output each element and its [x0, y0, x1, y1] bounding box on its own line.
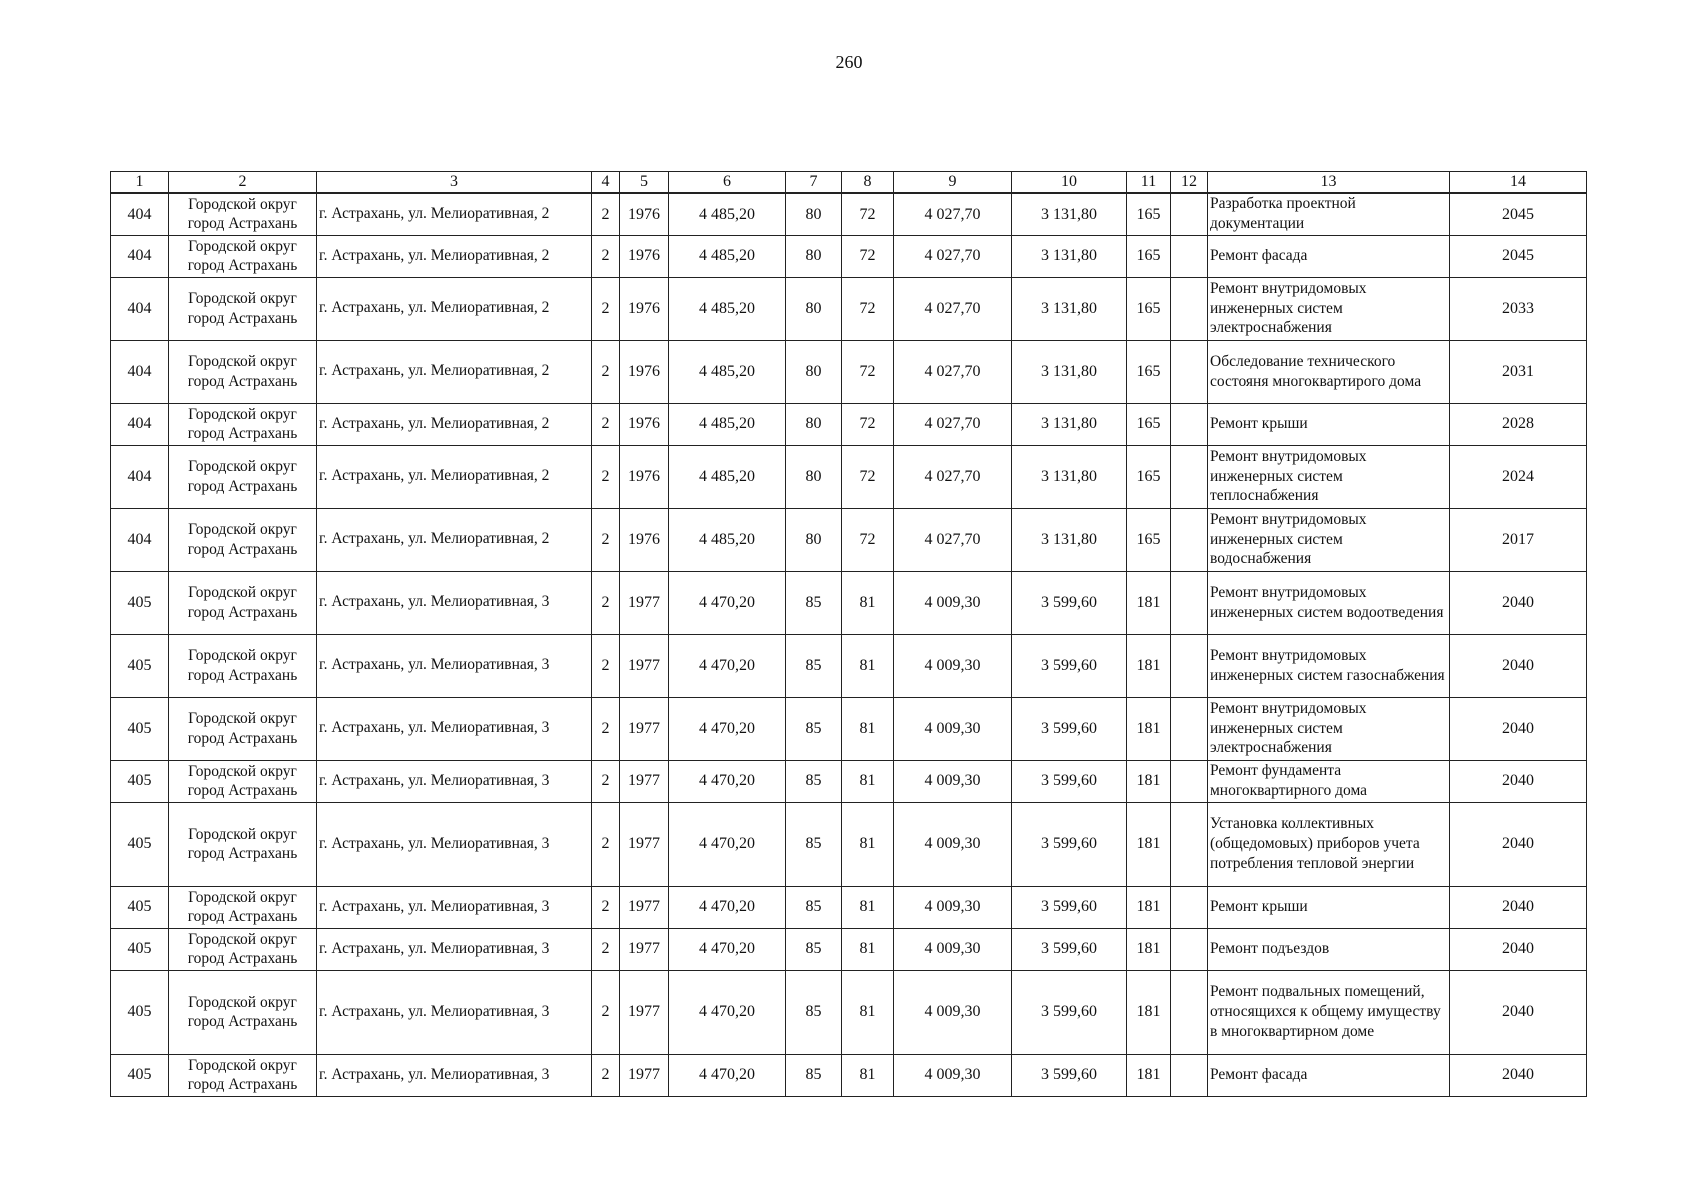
work-type-cell: Ремонт внутридомовых инженерных систем водоснабжения: [1208, 508, 1450, 571]
column-header: 4: [592, 172, 620, 194]
column-12-value-cell: [1171, 928, 1208, 970]
planned-year-cell: 2040: [1450, 1054, 1587, 1096]
planned-year-cell: 2033: [1450, 277, 1587, 340]
page-number: 260: [835, 52, 863, 72]
municipality-cell: Городской округ город Астрахань: [169, 802, 317, 886]
planned-year-cell: 2040: [1450, 697, 1587, 760]
municipality-cell: Городской округ город Астрахань: [169, 445, 317, 508]
column-11-value-cell: 165: [1127, 445, 1171, 508]
column-9-value-cell: 4 009,30: [894, 802, 1012, 886]
address-cell: г. Астрахань, ул. Мелиоративная, 3: [317, 970, 592, 1054]
column-12-value-cell: [1171, 1054, 1208, 1096]
row-number-cell: 404: [111, 403, 169, 445]
row-number-cell: 405: [111, 802, 169, 886]
build-year-cell: 1976: [620, 403, 669, 445]
floors-cell: 2: [592, 970, 620, 1054]
column-header: 6: [669, 172, 786, 194]
total-area-cell: 4 485,20: [669, 193, 786, 235]
column-12-value-cell: [1171, 277, 1208, 340]
column-7-value-cell: 80: [786, 445, 842, 508]
municipality-cell: Городской округ город Астрахань: [169, 235, 317, 277]
capital-repair-table: [110, 171, 1587, 1097]
column-11-value-cell: 165: [1127, 340, 1171, 403]
work-type-cell: Ремонт внутридомовых инженерных систем электроснабжения: [1208, 697, 1450, 760]
build-year-cell: 1976: [620, 445, 669, 508]
work-type-cell: Ремонт фасада: [1208, 1054, 1450, 1096]
table-row: [111, 235, 1587, 277]
column-12-value-cell: [1171, 634, 1208, 697]
column-10-value-cell: 3 131,80: [1012, 508, 1127, 571]
planned-year-cell: 2045: [1450, 193, 1587, 235]
column-7-value-cell: 85: [786, 1054, 842, 1096]
column-8-value-cell: 81: [842, 928, 894, 970]
row-number-cell: 404: [111, 277, 169, 340]
municipality-cell: Городской округ город Астрахань: [169, 340, 317, 403]
table-row: [111, 340, 1587, 403]
column-7-value-cell: 85: [786, 697, 842, 760]
total-area-cell: 4 485,20: [669, 508, 786, 571]
floors-cell: 2: [592, 340, 620, 403]
total-area-cell: 4 485,20: [669, 277, 786, 340]
floors-cell: 2: [592, 928, 620, 970]
column-10-value-cell: 3 599,60: [1012, 886, 1127, 928]
column-10-value-cell: 3 599,60: [1012, 970, 1127, 1054]
table-row: [111, 634, 1587, 697]
column-header: 1: [111, 172, 169, 194]
table-row: [111, 970, 1587, 1054]
column-11-value-cell: 181: [1127, 697, 1171, 760]
address-cell: г. Астрахань, ул. Мелиоративная, 2: [317, 235, 592, 277]
floors-cell: 2: [592, 760, 620, 802]
column-12-value-cell: [1171, 970, 1208, 1054]
column-11-value-cell: 181: [1127, 802, 1171, 886]
row-number-cell: 405: [111, 634, 169, 697]
floors-cell: 2: [592, 403, 620, 445]
build-year-cell: 1976: [620, 340, 669, 403]
row-number-cell: 405: [111, 886, 169, 928]
column-9-value-cell: 4 009,30: [894, 571, 1012, 634]
column-header: 5: [620, 172, 669, 194]
table-row: [111, 802, 1587, 886]
column-8-value-cell: 72: [842, 277, 894, 340]
table-row: [111, 193, 1587, 235]
municipality-cell: Городской округ город Астрахань: [169, 886, 317, 928]
column-12-value-cell: [1171, 508, 1208, 571]
column-11-value-cell: 181: [1127, 634, 1171, 697]
municipality-cell: Городской округ город Астрахань: [169, 403, 317, 445]
column-9-value-cell: 4 009,30: [894, 760, 1012, 802]
municipality-cell: Городской округ город Астрахань: [169, 1054, 317, 1096]
address-cell: г. Астрахань, ул. Мелиоративная, 3: [317, 697, 592, 760]
planned-year-cell: 2040: [1450, 760, 1587, 802]
planned-year-cell: 2028: [1450, 403, 1587, 445]
planned-year-cell: 2040: [1450, 802, 1587, 886]
planned-year-cell: 2040: [1450, 634, 1587, 697]
column-9-value-cell: 4 027,70: [894, 235, 1012, 277]
column-10-value-cell: 3 599,60: [1012, 760, 1127, 802]
column-9-value-cell: 4 009,30: [894, 1054, 1012, 1096]
column-11-value-cell: 181: [1127, 886, 1171, 928]
row-number-cell: 404: [111, 508, 169, 571]
column-12-value-cell: [1171, 571, 1208, 634]
address-cell: г. Астрахань, ул. Мелиоративная, 3: [317, 760, 592, 802]
planned-year-cell: 2040: [1450, 970, 1587, 1054]
column-12-value-cell: [1171, 802, 1208, 886]
row-number-cell: 404: [111, 445, 169, 508]
column-9-value-cell: 4 027,70: [894, 277, 1012, 340]
work-type-cell: Ремонт внутридомовых инженерных систем водоотведения: [1208, 571, 1450, 634]
build-year-cell: 1977: [620, 928, 669, 970]
column-8-value-cell: 81: [842, 697, 894, 760]
column-11-value-cell: 165: [1127, 508, 1171, 571]
row-number-cell: 405: [111, 760, 169, 802]
column-9-value-cell: 4 009,30: [894, 886, 1012, 928]
column-7-value-cell: 85: [786, 928, 842, 970]
column-9-value-cell: 4 027,70: [894, 193, 1012, 235]
address-cell: г. Астрахань, ул. Мелиоративная, 2: [317, 340, 592, 403]
municipality-cell: Городской округ город Астрахань: [169, 928, 317, 970]
column-header: 8: [842, 172, 894, 194]
build-year-cell: 1976: [620, 193, 669, 235]
total-area-cell: 4 470,20: [669, 1054, 786, 1096]
column-8-value-cell: 72: [842, 445, 894, 508]
total-area-cell: 4 485,20: [669, 235, 786, 277]
column-header: 10: [1012, 172, 1127, 194]
column-10-value-cell: 3 131,80: [1012, 235, 1127, 277]
planned-year-cell: 2017: [1450, 508, 1587, 571]
work-type-cell: Ремонт внутридомовых инженерных систем электроснабжения: [1208, 277, 1450, 340]
floors-cell: 2: [592, 445, 620, 508]
build-year-cell: 1977: [620, 970, 669, 1054]
column-7-value-cell: 85: [786, 760, 842, 802]
column-11-value-cell: 165: [1127, 403, 1171, 445]
column-8-value-cell: 81: [842, 970, 894, 1054]
planned-year-cell: 2031: [1450, 340, 1587, 403]
column-header: 13: [1208, 172, 1450, 194]
planned-year-cell: 2040: [1450, 571, 1587, 634]
planned-year-cell: 2024: [1450, 445, 1587, 508]
build-year-cell: 1977: [620, 760, 669, 802]
column-11-value-cell: 181: [1127, 571, 1171, 634]
floors-cell: 2: [592, 193, 620, 235]
floors-cell: 2: [592, 886, 620, 928]
column-8-value-cell: 81: [842, 1054, 894, 1096]
column-12-value-cell: [1171, 235, 1208, 277]
municipality-cell: Городской округ город Астрахань: [169, 571, 317, 634]
address-cell: г. Астрахань, ул. Мелиоративная, 2: [317, 445, 592, 508]
column-10-value-cell: 3 131,80: [1012, 277, 1127, 340]
column-8-value-cell: 81: [842, 802, 894, 886]
work-type-cell: Установка коллективных (общедомовых) приборов учета потребления тепловой энергии: [1208, 802, 1450, 886]
column-10-value-cell: 3 599,60: [1012, 1054, 1127, 1096]
column-header: 11: [1127, 172, 1171, 194]
build-year-cell: 1977: [620, 886, 669, 928]
total-area-cell: 4 485,20: [669, 403, 786, 445]
column-11-value-cell: 165: [1127, 193, 1171, 235]
floors-cell: 2: [592, 634, 620, 697]
column-10-value-cell: 3 599,60: [1012, 697, 1127, 760]
total-area-cell: 4 470,20: [669, 970, 786, 1054]
column-8-value-cell: 81: [842, 571, 894, 634]
column-7-value-cell: 80: [786, 277, 842, 340]
table-row: [111, 277, 1587, 340]
address-cell: г. Астрахань, ул. Мелиоративная, 2: [317, 508, 592, 571]
column-7-value-cell: 80: [786, 340, 842, 403]
municipality-cell: Городской округ город Астрахань: [169, 277, 317, 340]
column-7-value-cell: 85: [786, 634, 842, 697]
column-header: 7: [786, 172, 842, 194]
floors-cell: 2: [592, 235, 620, 277]
column-7-value-cell: 80: [786, 193, 842, 235]
planned-year-cell: 2040: [1450, 928, 1587, 970]
column-11-value-cell: 181: [1127, 928, 1171, 970]
column-7-value-cell: 85: [786, 970, 842, 1054]
table-row: [111, 760, 1587, 802]
column-8-value-cell: 72: [842, 340, 894, 403]
column-8-value-cell: 81: [842, 634, 894, 697]
column-9-value-cell: 4 027,70: [894, 445, 1012, 508]
address-cell: г. Астрахань, ул. Мелиоративная, 3: [317, 571, 592, 634]
row-number-cell: 404: [111, 193, 169, 235]
column-12-value-cell: [1171, 697, 1208, 760]
column-7-value-cell: 85: [786, 571, 842, 634]
column-11-value-cell: 165: [1127, 235, 1171, 277]
column-8-value-cell: 72: [842, 508, 894, 571]
column-10-value-cell: 3 131,80: [1012, 445, 1127, 508]
column-8-value-cell: 72: [842, 235, 894, 277]
work-type-cell: Обследование технического состояня многоквартирого дома: [1208, 340, 1450, 403]
column-7-value-cell: 80: [786, 508, 842, 571]
total-area-cell: 4 470,20: [669, 634, 786, 697]
total-area-cell: 4 470,20: [669, 886, 786, 928]
table-row: [111, 403, 1587, 445]
row-number-cell: 405: [111, 697, 169, 760]
address-cell: г. Астрахань, ул. Мелиоративная, 3: [317, 802, 592, 886]
address-cell: г. Астрахань, ул. Мелиоративная, 3: [317, 634, 592, 697]
total-area-cell: 4 485,20: [669, 340, 786, 403]
municipality-cell: Городской округ город Астрахань: [169, 760, 317, 802]
column-9-value-cell: 4 009,30: [894, 634, 1012, 697]
column-8-value-cell: 72: [842, 193, 894, 235]
column-7-value-cell: 80: [786, 235, 842, 277]
column-10-value-cell: 3 599,60: [1012, 571, 1127, 634]
column-10-value-cell: 3 131,80: [1012, 193, 1127, 235]
work-type-cell: Ремонт внутридомовых инженерных систем теплоснабжения: [1208, 445, 1450, 508]
total-area-cell: 4 470,20: [669, 697, 786, 760]
municipality-cell: Городской округ город Астрахань: [169, 634, 317, 697]
total-area-cell: 4 470,20: [669, 760, 786, 802]
address-cell: г. Астрахань, ул. Мелиоративная, 3: [317, 1054, 592, 1096]
work-type-cell: Ремонт фасада: [1208, 235, 1450, 277]
column-12-value-cell: [1171, 340, 1208, 403]
column-8-value-cell: 81: [842, 760, 894, 802]
build-year-cell: 1976: [620, 277, 669, 340]
build-year-cell: 1976: [620, 235, 669, 277]
work-type-cell: Ремонт крыши: [1208, 886, 1450, 928]
total-area-cell: 4 485,20: [669, 445, 786, 508]
column-9-value-cell: 4 027,70: [894, 508, 1012, 571]
column-8-value-cell: 72: [842, 403, 894, 445]
table-row: [111, 508, 1587, 571]
column-11-value-cell: 165: [1127, 277, 1171, 340]
column-12-value-cell: [1171, 445, 1208, 508]
table-row: [111, 697, 1587, 760]
column-9-value-cell: 4 009,30: [894, 697, 1012, 760]
column-9-value-cell: 4 009,30: [894, 928, 1012, 970]
municipality-cell: Городской округ город Астрахань: [169, 193, 317, 235]
work-type-cell: Ремонт фундамента многоквартирного дома: [1208, 760, 1450, 802]
column-header: 2: [169, 172, 317, 194]
column-10-value-cell: 3 599,60: [1012, 634, 1127, 697]
work-type-cell: Разработка проектной документации: [1208, 193, 1450, 235]
work-type-cell: Ремонт подвальных помещений, относящихся к общему имуществу в многоквартирном доме: [1208, 970, 1450, 1054]
table-row: [111, 1054, 1587, 1096]
address-cell: г. Астрахань, ул. Мелиоративная, 2: [317, 403, 592, 445]
total-area-cell: 4 470,20: [669, 571, 786, 634]
build-year-cell: 1977: [620, 697, 669, 760]
floors-cell: 2: [592, 1054, 620, 1096]
row-number-cell: 405: [111, 928, 169, 970]
column-header: 3: [317, 172, 592, 194]
row-number-cell: 405: [111, 571, 169, 634]
total-area-cell: 4 470,20: [669, 928, 786, 970]
floors-cell: 2: [592, 508, 620, 571]
column-12-value-cell: [1171, 760, 1208, 802]
address-cell: г. Астрахань, ул. Мелиоративная, 2: [317, 277, 592, 340]
row-number-cell: 405: [111, 1054, 169, 1096]
address-cell: г. Астрахань, ул. Мелиоративная, 2: [317, 193, 592, 235]
municipality-cell: Городской округ город Астрахань: [169, 697, 317, 760]
build-year-cell: 1976: [620, 508, 669, 571]
column-9-value-cell: 4 027,70: [894, 403, 1012, 445]
table-row: [111, 928, 1587, 970]
column-12-value-cell: [1171, 193, 1208, 235]
column-10-value-cell: 3 131,80: [1012, 403, 1127, 445]
column-header: 14: [1450, 172, 1587, 194]
planned-year-cell: 2040: [1450, 886, 1587, 928]
column-7-value-cell: 85: [786, 802, 842, 886]
column-10-value-cell: 3 599,60: [1012, 802, 1127, 886]
column-header: 12: [1171, 172, 1208, 194]
row-number-cell: 405: [111, 970, 169, 1054]
table-row: [111, 571, 1587, 634]
column-12-value-cell: [1171, 886, 1208, 928]
column-9-value-cell: 4 027,70: [894, 340, 1012, 403]
floors-cell: 2: [592, 277, 620, 340]
work-type-cell: Ремонт подъездов: [1208, 928, 1450, 970]
column-header: 9: [894, 172, 1012, 194]
column-7-value-cell: 85: [786, 886, 842, 928]
column-8-value-cell: 81: [842, 886, 894, 928]
municipality-cell: Городской округ город Астрахань: [169, 508, 317, 571]
column-11-value-cell: 181: [1127, 760, 1171, 802]
floors-cell: 2: [592, 697, 620, 760]
header-row: [111, 172, 1587, 194]
row-number-cell: 404: [111, 235, 169, 277]
table-row: [111, 445, 1587, 508]
column-11-value-cell: 181: [1127, 1054, 1171, 1096]
column-7-value-cell: 80: [786, 403, 842, 445]
build-year-cell: 1977: [620, 802, 669, 886]
row-number-cell: 404: [111, 340, 169, 403]
column-12-value-cell: [1171, 403, 1208, 445]
column-11-value-cell: 181: [1127, 970, 1171, 1054]
table-row: [111, 886, 1587, 928]
address-cell: г. Астрахань, ул. Мелиоративная, 3: [317, 886, 592, 928]
build-year-cell: 1977: [620, 571, 669, 634]
floors-cell: 2: [592, 802, 620, 886]
build-year-cell: 1977: [620, 1054, 669, 1096]
municipality-cell: Городской округ город Астрахань: [169, 970, 317, 1054]
column-9-value-cell: 4 009,30: [894, 970, 1012, 1054]
planned-year-cell: 2045: [1450, 235, 1587, 277]
column-10-value-cell: 3 599,60: [1012, 928, 1127, 970]
address-cell: г. Астрахань, ул. Мелиоративная, 3: [317, 928, 592, 970]
work-type-cell: Ремонт крыши: [1208, 403, 1450, 445]
total-area-cell: 4 470,20: [669, 802, 786, 886]
work-type-cell: Ремонт внутридомовых инженерных систем газоснабжения: [1208, 634, 1450, 697]
build-year-cell: 1977: [620, 634, 669, 697]
floors-cell: 2: [592, 571, 620, 634]
column-10-value-cell: 3 131,80: [1012, 340, 1127, 403]
